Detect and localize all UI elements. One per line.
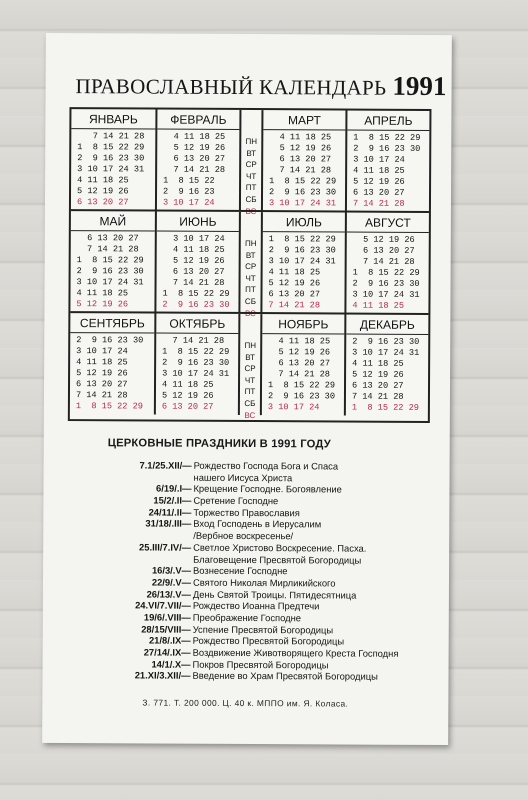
week-row: 5 12 19 26	[76, 368, 128, 379]
week-row: 7 14 21 28	[351, 391, 404, 402]
week-row: 3 10 17 24 31	[352, 289, 420, 300]
week-row: 6 13 20 27	[351, 380, 404, 391]
weekday-label: ПН	[244, 340, 257, 351]
holiday-date: 24.VI/7.VII/—	[135, 599, 191, 611]
week-row: 5 12 19 26	[352, 369, 404, 380]
weekday-label: ЧТ	[245, 273, 256, 283]
weekday-label: ПН	[244, 238, 257, 249]
weekday-label: ПТ	[244, 387, 256, 397]
week-row: 2 9 16 23 30	[76, 266, 144, 277]
week-row: 2 9 16 23 30	[353, 143, 421, 154]
week-row: 4 11 18 25	[77, 175, 129, 186]
week-row: 6 13 20 27	[76, 197, 129, 208]
holiday-date: 16/3/.V—	[151, 564, 192, 576]
holiday-name: Рождество Пресвятой Богородицы	[192, 635, 345, 647]
holiday-item	[42, 669, 448, 683]
week-row: 5 12 19 26	[77, 186, 129, 197]
week-row: 2 9 16 23 30	[162, 357, 230, 368]
week-row: 4 11 18 25	[161, 379, 214, 390]
holiday-date: 27/14/.IX—	[143, 646, 191, 658]
month-name-september: СЕНТЯБРЬ	[70, 313, 154, 333]
holiday-name: Покров Пресвятой Богородицы	[192, 658, 329, 671]
holiday-name: Преображение Господне	[192, 611, 302, 624]
weekday-label: СР	[244, 364, 256, 374]
week-row: 2 9 16 23 30	[352, 278, 420, 289]
week-row: 1 8 15 22 29	[267, 380, 336, 391]
week-row: 1 8 15 22 29	[76, 255, 144, 266]
week-row: 4 11 18 25	[352, 358, 404, 369]
holiday-name: нашего Иисуса Христа	[193, 471, 293, 483]
week-row: 6 13 20 27	[75, 379, 128, 390]
holiday-name: Светлое Христово Воскресение. Пасха.	[193, 541, 367, 554]
holiday-date: 28/15/VIII—	[141, 623, 191, 635]
calendar-row-2	[70, 211, 429, 314]
week-row: 5 12 19 26	[161, 390, 214, 401]
holiday-name: Святого Николая Мирликийского	[192, 576, 336, 589]
weekday-label: ПТ	[245, 285, 256, 295]
divider	[260, 212, 262, 313]
calendar-row-3	[70, 313, 429, 420]
weekday-column	[241, 136, 261, 217]
week-row: 3 10 17 24	[353, 154, 405, 165]
month-name-august: АВГУСТ	[347, 213, 429, 233]
weekday-column	[240, 340, 260, 421]
month-days-september	[76, 335, 143, 412]
month-days-july	[268, 234, 335, 311]
week-row: 6 13 20 27	[162, 266, 225, 277]
week-row: 3 10 17 24 31	[76, 277, 144, 288]
month-days-march	[269, 132, 336, 209]
month-days-november	[268, 336, 335, 413]
month-name-july: ИЮЛЬ	[263, 212, 345, 232]
week-row: 4 11 18 25	[76, 357, 128, 368]
calendar-row-1	[71, 109, 430, 212]
week-row: 2 9 16 23 30	[268, 245, 336, 256]
calendar-title	[75, 69, 447, 102]
holiday-name: Вознесение Господне	[193, 564, 288, 577]
holiday-name: Торжество Православия	[193, 506, 300, 519]
week-row: 7 14 21 28	[352, 198, 405, 209]
week-row: 1 8 15 22 29	[162, 346, 230, 357]
month-days-february	[163, 132, 225, 209]
week-row: 3 10 17 24 31	[77, 164, 145, 175]
holiday-name: Благовещение Пресвятой Богородицы	[193, 553, 362, 566]
week-row: 3 10 17 24 31	[268, 198, 337, 209]
week-row: 1 8 15 22 29	[352, 267, 420, 278]
holiday-date: 6/19/.I—	[156, 482, 192, 495]
holiday-name: /Вербное воскресенье/	[193, 529, 294, 542]
holiday-date: 25.III/7.IV/—	[139, 541, 192, 553]
holiday-date: 24/11/.II—	[148, 506, 192, 518]
week-row: 4 11 18 25	[269, 132, 332, 143]
month-name-october: ОКТЯБРЬ	[156, 314, 238, 334]
weekday-label: ВТ	[245, 250, 256, 260]
holiday-name: Рождество Господа Бога и Спаса	[193, 459, 339, 472]
week-row: 6 13 20 27	[268, 358, 331, 369]
weekday-column	[240, 238, 260, 319]
week-row: 2 9 16 23	[163, 186, 215, 197]
holiday-date: 21.XI/3.XII/—	[134, 669, 191, 682]
week-row: 6 13 20 27	[76, 233, 139, 244]
print-imprint: З. 771. Т. 200 000. Ц. 40 к. МППО им. Я. Коласа.	[142, 697, 349, 709]
holiday-name: Сретение Господне	[193, 494, 279, 507]
week-row: 3 10 17 24	[267, 402, 320, 413]
holiday-name: Воздвижение Животворящего Креста Господня	[192, 646, 399, 659]
week-row: 4 11 18 25	[268, 267, 321, 278]
month-name-april: АПРЕЛЬ	[347, 111, 429, 131]
month-days-october	[162, 336, 229, 413]
weekday-label: СР	[245, 160, 257, 170]
week-row: 6 13 20 27	[163, 153, 226, 164]
week-row: 4 11 18 25	[268, 336, 331, 347]
week-row: 6 13 20 27	[268, 289, 321, 300]
week-row: 7 14 21 28	[268, 369, 330, 380]
weekday-label: СБ	[244, 296, 256, 307]
holiday-date: 14/1/.X—	[151, 658, 191, 670]
month-name-march: МАРТ	[263, 110, 345, 130]
week-row: 3 10 17 24	[162, 233, 225, 244]
month-days-january	[77, 131, 144, 208]
weekday-label: ВТ	[246, 148, 257, 158]
week-row: 5 12 19 26	[353, 176, 405, 187]
month-name-december: ДЕКАБРЬ	[346, 315, 428, 335]
divider	[260, 314, 262, 415]
week-row: 3 10 17 24	[76, 346, 128, 357]
week-row: 1 8 15 22 29	[269, 176, 337, 187]
week-row: 1 8 15 22 29	[162, 288, 230, 299]
pocket-calendar-card	[42, 33, 452, 745]
holidays-list	[42, 459, 449, 683]
week-row: 6 13 20 27	[161, 401, 214, 412]
month-name-june: ИЮНЬ	[157, 212, 239, 232]
holidays-title: ЦЕРКОВНЫЕ ПРАЗДНИКИ В 1991 ГОДУ	[107, 437, 331, 451]
week-row: 6 13 20 27	[352, 245, 415, 256]
week-row: 4 11 18 25	[163, 131, 226, 142]
week-row: 3 10 17 24 31	[162, 368, 230, 379]
month-days-june	[162, 234, 229, 311]
week-row: 7 14 21 28	[77, 131, 145, 142]
week-row: 7 14 21 28	[163, 164, 226, 175]
month-name-may: МАЙ	[71, 211, 155, 231]
calendar-title-text: ПРАВОСЛАВНЫЙ КАЛЕНДАРЬ	[75, 74, 387, 100]
month-name-february: ФЕВРАЛЬ	[157, 110, 239, 130]
divider	[261, 110, 263, 211]
week-row: 5 12 19 26	[352, 234, 415, 245]
week-row: 7 14 21 28	[268, 300, 321, 311]
calendar-grid	[68, 107, 432, 423]
week-row: 6 13 20 27	[269, 154, 332, 165]
holiday-name: Введение во Храм Пресвятой Богородицы	[192, 670, 378, 683]
week-row: 4 11 18 25	[76, 288, 129, 299]
week-row: 2 9 16 23 30	[77, 153, 145, 164]
divider	[154, 212, 156, 313]
month-days-april	[353, 133, 420, 210]
week-row: 3 10 17 24 31	[268, 256, 336, 267]
holiday-date: 31/18/.III—	[145, 517, 192, 530]
divider	[344, 315, 346, 416]
week-row: 4 11 18 25	[353, 165, 405, 176]
holiday-name: Успение Пресвятой Богородицы	[192, 623, 334, 636]
week-row: 7 14 21 28	[162, 277, 225, 288]
holiday-date: 19/6/.VIII—	[143, 611, 191, 623]
holiday-date: 22/9/.V—	[151, 576, 192, 588]
week-row: 1 8 15 22 29	[75, 401, 143, 412]
week-row: 1 8 15 22	[163, 175, 215, 186]
divider	[345, 111, 347, 212]
weekday-label: ВТ	[245, 352, 256, 362]
weekday-label: ПН	[245, 136, 258, 147]
holiday-date: 15/2/.II—	[153, 494, 192, 506]
week-row: 7 14 21 28	[269, 165, 332, 176]
week-row: 5 12 19 26	[163, 142, 226, 153]
month-days-may	[76, 233, 143, 310]
weekday-label: ЧТ	[245, 171, 257, 181]
week-row: 5 12 19 26	[162, 255, 225, 266]
week-row: 6 13 20 27	[353, 187, 405, 198]
holiday-date: 26/13/.V—	[146, 588, 191, 600]
week-row: 5 12 19 26	[269, 143, 332, 154]
holiday-date: 21/8/.IX—	[148, 634, 191, 647]
divider	[344, 213, 346, 314]
weekday-label: СБ	[245, 194, 257, 205]
week-row: 4 11 18 25	[352, 300, 405, 311]
week-row: 1 8 15 22 29	[268, 234, 336, 245]
week-row: 5 12 19 26	[76, 299, 129, 310]
week-row: 7 14 21 28	[75, 390, 128, 401]
holiday-name: Рождество Иоанна Предтечи	[192, 599, 320, 612]
weekday-label: СБ	[244, 398, 256, 409]
holiday-name: Крещение Господне. Богоявление	[193, 483, 342, 495]
week-row: 7 14 21 28	[76, 244, 139, 255]
week-row: 2 9 16 23 30	[267, 391, 336, 402]
weekday-label: СР	[245, 262, 257, 272]
month-name-january: ЯНВАРЬ	[71, 109, 155, 129]
week-row: 2 9 16 23 30	[352, 336, 420, 347]
week-row: 3 10 17 24	[162, 197, 215, 208]
week-row: 3 10 17 24 31	[352, 347, 420, 358]
week-row: 1 8 15 22 29	[353, 132, 421, 143]
calendar-year: 1991	[392, 70, 447, 102]
month-name-november: НОЯБРЬ	[262, 314, 344, 334]
holiday-name: Вход Господень в Иерусалим	[193, 518, 322, 530]
weekday-label: ПТ	[245, 183, 257, 193]
month-days-august	[352, 235, 419, 312]
week-row: 2 9 16 23 30	[76, 335, 144, 346]
week-row: 5 12 19 26	[268, 278, 321, 289]
weekday-label: ЧТ	[244, 375, 256, 385]
weekday-label: ВС	[244, 410, 256, 420]
week-row: 5 12 19 26	[268, 347, 331, 358]
holiday-name: День Святой Троицы. Пятидесятница	[192, 588, 357, 601]
week-row: 1 8 15 22 29	[351, 402, 419, 413]
week-row: 4 11 18 25	[162, 244, 225, 255]
week-row: 2 9 16 23 30	[269, 187, 337, 198]
week-row: 7 14 21 28	[352, 256, 415, 267]
week-row: 1 8 15 22 29	[77, 142, 145, 153]
holiday-date: 7.1/25.XII/—	[139, 459, 192, 471]
month-days-december	[352, 337, 419, 414]
divider	[154, 314, 156, 415]
week-row: 2 9 16 23 30	[162, 299, 230, 310]
week-row: 7 14 21 28	[162, 335, 225, 346]
divider	[155, 110, 157, 211]
